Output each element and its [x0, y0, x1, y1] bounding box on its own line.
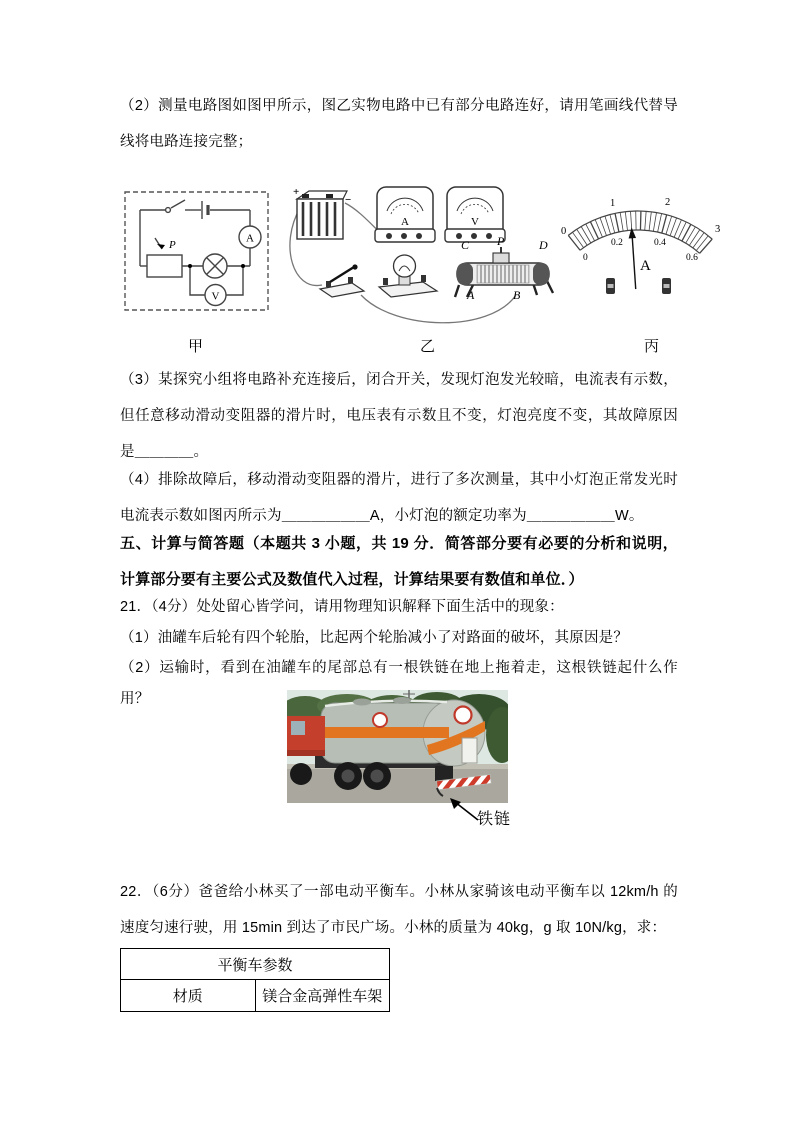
gauge-outer-0: 0 [561, 226, 567, 237]
circuit-diagram-jia [122, 188, 272, 316]
switch-icon [320, 264, 364, 297]
section5-heading: 五、计算与简答题（本题共 3 小题，共 19 分．简答部分要有必要的分析和说明，计算部分要有主要公式及数值代入过程，计算结果要有数值和单位．） [120, 535, 678, 588]
terminal-icon [606, 278, 671, 294]
question21-sub2: （2）运输时，看到在油罐车的尾部总有一根铁链在地上拖着走，这根铁链起什么作用？ [120, 660, 678, 707]
gauge-outer-1: 1 [610, 198, 616, 209]
tanker-body [321, 697, 485, 766]
rheostat-a-label: A [467, 288, 475, 302]
rheostat-b-label: B [513, 288, 521, 302]
rheostat-c-label: C [461, 238, 470, 252]
question22-stem: 22．（6分）爸爸给小林买了一部电动平衡车。小林从家骑该电动平衡车以 12km/h 的速度匀速行驶，用 15min 到达了市民广场。小林的质量为 40kg，g 取 10N/kg，求： [120, 884, 678, 936]
question21-stem: 21．（4分）处处留心皆学问，请用物理知识解释下面生活中的现象： [120, 599, 564, 615]
question21-sub1: （1）油罐车后轮有四个轮胎，比起两个轮胎减小了对路面的破坏，其原因是？ [120, 630, 629, 646]
battery-icon [293, 186, 351, 239]
mud-flap [435, 766, 453, 781]
voltmeter-device-icon [445, 187, 505, 242]
figure-label-bing: 丙 [644, 338, 660, 355]
chain-label: 铁链 [477, 811, 512, 828]
gauge-inner-06: 0.6 [686, 253, 698, 263]
gauge-inner-0: 0 [583, 253, 588, 263]
rheostat-d-label: D [539, 238, 548, 252]
ammeter-letter: A [401, 216, 409, 228]
rheostat-symbol-icon [147, 255, 182, 277]
figure-label-yi: 乙 [420, 338, 436, 355]
gauge-inner-04: 0.4 [654, 238, 666, 248]
gauge-inner-02: 0.2 [611, 238, 623, 248]
schematic-voltmeter-letter: V [211, 290, 220, 303]
switch-icon [166, 208, 171, 213]
slider-letter: P [169, 239, 176, 251]
needle-icon [632, 235, 636, 289]
battery-minus-label: − [345, 194, 352, 206]
question2-text: （2）测量电路图如图甲所示，图乙实物电路中已有部分电路连好，请用笔画线代替导线将电路连接完整； [120, 98, 678, 150]
table-cell-key: 材质 [121, 980, 256, 1012]
battery-plus-label: + [293, 186, 300, 198]
gauge-outer-3: 3 [715, 224, 721, 235]
cab [287, 716, 325, 756]
table-row [121, 980, 390, 1012]
lamp-icon [379, 255, 437, 297]
figure-label-jia: 甲 [188, 338, 204, 355]
rheostat-icon [455, 234, 553, 302]
voltmeter-letter: V [471, 216, 479, 228]
table-cell-value: 镁合金高弹性车架 [255, 980, 390, 1012]
question4-text: （4）排除故障后，移动滑动变阻器的滑片，进行了多次测量，其中小灯泡正常发光时电流表示数如图丙所示为＿＿＿＿＿＿A，小灯泡的额定功率为＿＿＿＿＿＿W。 [120, 472, 678, 524]
gauge-unit: A [640, 258, 651, 274]
gauge-outer-2: 2 [665, 197, 671, 208]
ammeter-device-icon [375, 187, 435, 242]
balance-scooter-table [120, 948, 390, 1012]
schematic-ammeter-letter: A [246, 232, 254, 245]
rheostat-p-label: P [497, 234, 505, 248]
ammeter-scale-bing [558, 190, 734, 312]
physical-circuit-yi [285, 183, 560, 335]
table-title: 平衡车参数 [121, 949, 390, 980]
question3-text: （3）某探究小组将电路补充连接后，闭合开关，发现灯泡发光较暗，电流表有示数，但任意移动滑动变阻器的滑片时，电压表有示数且不变，灯泡亮度不变，其故障原因是＿＿＿＿。 [120, 372, 678, 460]
